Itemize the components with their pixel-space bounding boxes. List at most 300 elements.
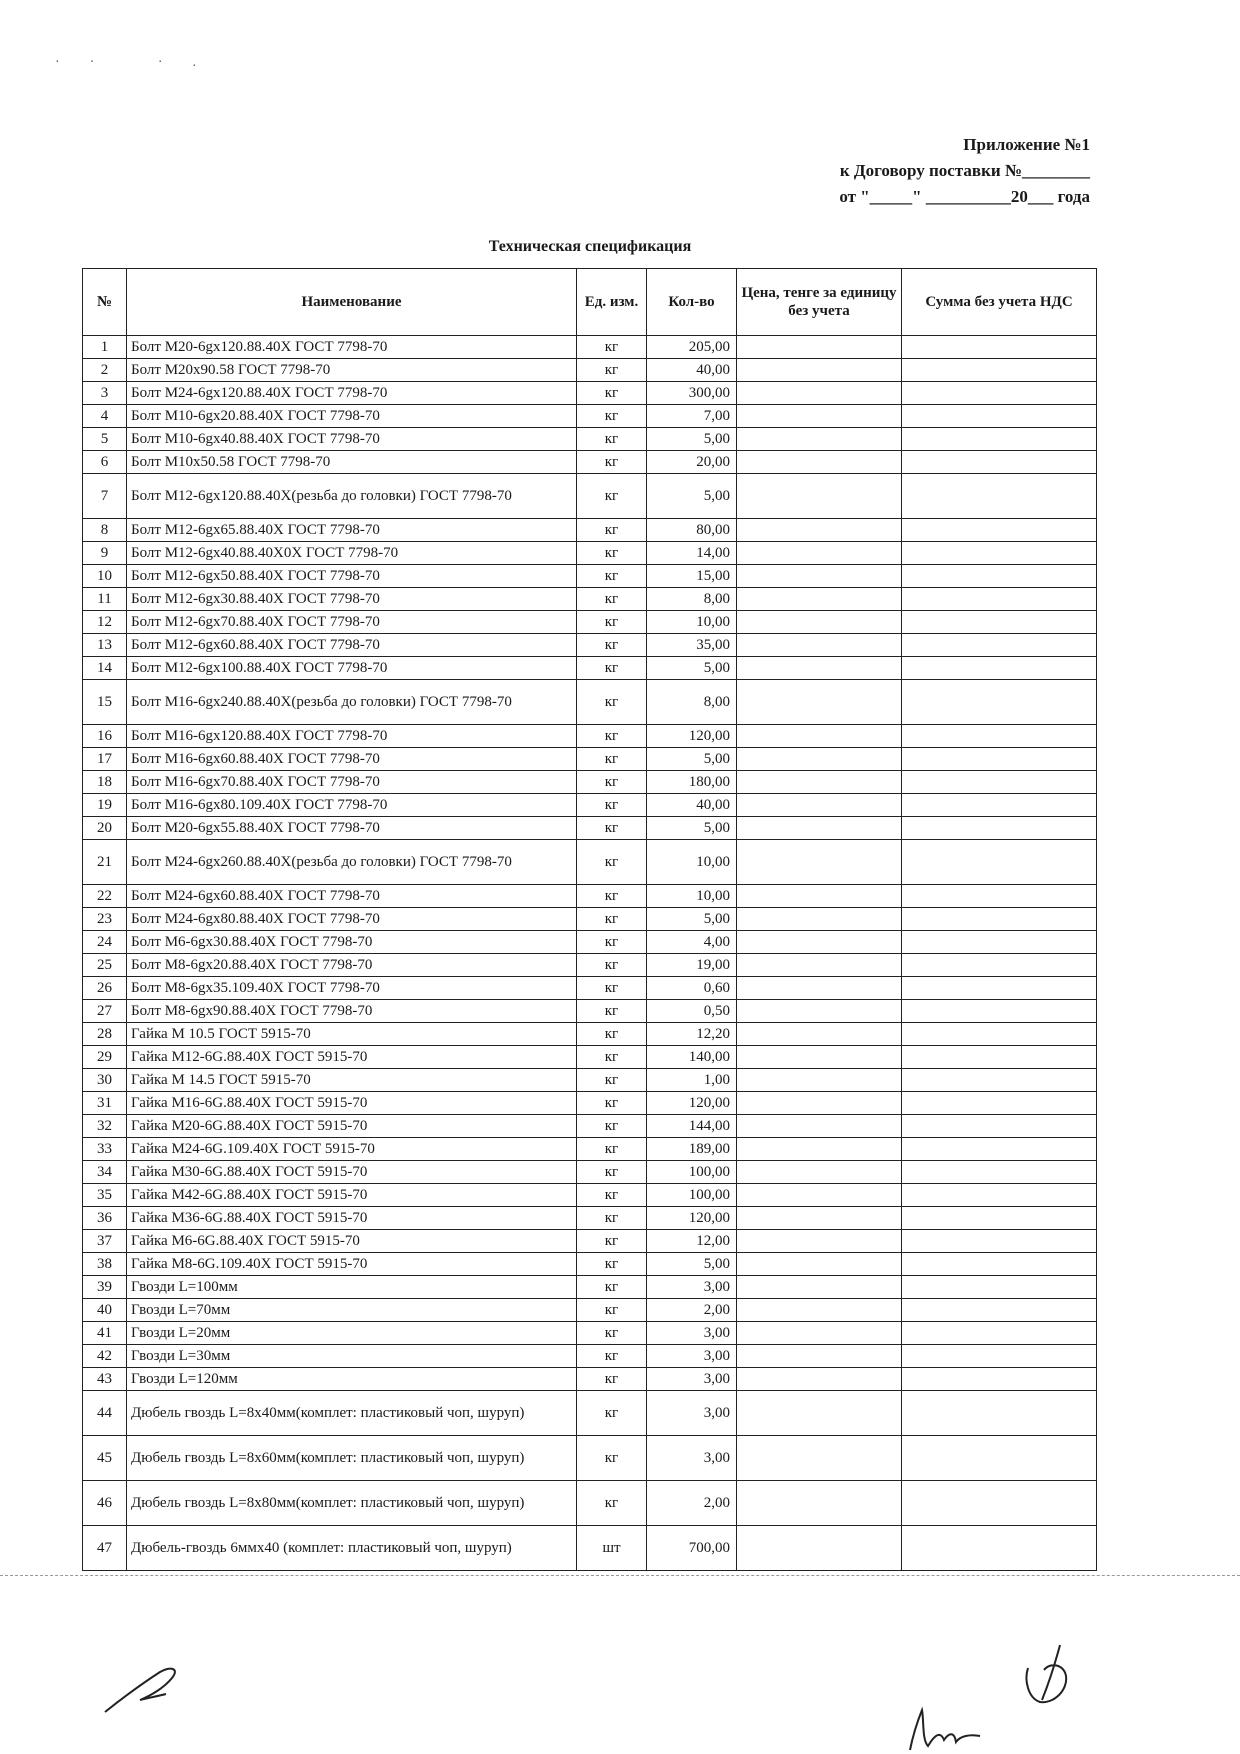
row-name: Болт М12-6gх30.88.40Х ГОСТ 7798-70 <box>127 588 577 611</box>
row-unit: кг <box>577 817 647 840</box>
row-unit: кг <box>577 565 647 588</box>
row-unit: кг <box>577 1391 647 1436</box>
header-sum: Сумма без учета НДС <box>902 269 1097 336</box>
row-unit: кг <box>577 680 647 725</box>
row-unit: кг <box>577 771 647 794</box>
row-qty: 1,00 <box>647 1069 737 1092</box>
row-qty: 3,00 <box>647 1345 737 1368</box>
contract-date: от "_____" __________20___ года <box>839 187 1090 206</box>
row-price <box>737 1276 902 1299</box>
table-row <box>83 519 1097 542</box>
row-num: 2 <box>83 359 127 382</box>
row-unit: кг <box>577 1000 647 1023</box>
row-qty: 3,00 <box>647 1391 737 1436</box>
row-price <box>737 1391 902 1436</box>
row-qty: 5,00 <box>647 428 737 451</box>
row-price <box>737 359 902 382</box>
table-row <box>83 657 1097 680</box>
row-name: Гайка М 10.5 ГОСТ 5915-70 <box>127 1023 577 1046</box>
row-num: 1 <box>83 336 127 359</box>
row-num: 46 <box>83 1481 127 1526</box>
row-name: Гвозди L=100мм <box>127 1276 577 1299</box>
row-num: 5 <box>83 428 127 451</box>
table-row <box>83 771 1097 794</box>
row-price <box>737 748 902 771</box>
row-sum <box>902 908 1097 931</box>
row-num: 15 <box>83 680 127 725</box>
row-num: 9 <box>83 542 127 565</box>
row-name: Болт М8-6gх20.88.40Х ГОСТ 7798-70 <box>127 954 577 977</box>
row-sum <box>902 771 1097 794</box>
row-sum <box>902 1000 1097 1023</box>
signature-right <box>900 1700 990 1754</box>
table-row <box>83 588 1097 611</box>
table-row <box>83 885 1097 908</box>
row-sum <box>902 1046 1097 1069</box>
row-sum <box>902 748 1097 771</box>
row-price <box>737 954 902 977</box>
row-unit: кг <box>577 1299 647 1322</box>
row-unit: кг <box>577 657 647 680</box>
row-unit: кг <box>577 519 647 542</box>
row-num: 12 <box>83 611 127 634</box>
table-row <box>83 611 1097 634</box>
table-row <box>83 565 1097 588</box>
row-sum <box>902 542 1097 565</box>
row-price <box>737 1299 902 1322</box>
row-sum <box>902 1161 1097 1184</box>
row-num: 44 <box>83 1391 127 1436</box>
row-qty: 144,00 <box>647 1115 737 1138</box>
row-price <box>737 680 902 725</box>
row-qty: 120,00 <box>647 725 737 748</box>
row-name: Гвозди L=30мм <box>127 1345 577 1368</box>
header-qty: Кол-во <box>647 269 737 336</box>
row-num: 28 <box>83 1023 127 1046</box>
row-price <box>737 405 902 428</box>
row-sum <box>902 611 1097 634</box>
row-sum <box>902 1230 1097 1253</box>
row-qty: 0,60 <box>647 977 737 1000</box>
table-row <box>83 977 1097 1000</box>
row-unit: кг <box>577 931 647 954</box>
row-sum <box>902 519 1097 542</box>
row-name: Гайка М20-6G.88.40Х ГОСТ 5915-70 <box>127 1115 577 1138</box>
row-qty: 35,00 <box>647 634 737 657</box>
table-row <box>83 1276 1097 1299</box>
row-unit: кг <box>577 1069 647 1092</box>
annex-header <box>839 132 1090 210</box>
row-num: 40 <box>83 1299 127 1322</box>
row-sum <box>902 428 1097 451</box>
table-row <box>83 1253 1097 1276</box>
row-sum <box>902 885 1097 908</box>
row-name: Болт М12-6gх60.88.40Х ГОСТ 7798-70 <box>127 634 577 657</box>
row-name: Гайка М12-6G.88.40Х ГОСТ 5915-70 <box>127 1046 577 1069</box>
row-name: Болт М16-6gх70.88.40Х ГОСТ 7798-70 <box>127 771 577 794</box>
row-num: 18 <box>83 771 127 794</box>
annex-number: Приложение №1 <box>963 135 1090 154</box>
row-unit: кг <box>577 1253 647 1276</box>
table-row <box>83 817 1097 840</box>
row-name: Гайка М36-6G.88.40Х ГОСТ 5915-70 <box>127 1207 577 1230</box>
row-sum <box>902 657 1097 680</box>
table-row <box>83 634 1097 657</box>
table-row <box>83 1391 1097 1436</box>
row-qty: 20,00 <box>647 451 737 474</box>
row-num: 25 <box>83 954 127 977</box>
row-price <box>737 428 902 451</box>
row-num: 45 <box>83 1436 127 1481</box>
row-num: 30 <box>83 1069 127 1092</box>
row-qty: 100,00 <box>647 1184 737 1207</box>
row-unit: кг <box>577 634 647 657</box>
row-num: 4 <box>83 405 127 428</box>
row-name: Гайка М30-6G.88.40Х ГОСТ 5915-70 <box>127 1161 577 1184</box>
row-sum <box>902 977 1097 1000</box>
row-qty: 120,00 <box>647 1092 737 1115</box>
row-unit: кг <box>577 1115 647 1138</box>
row-qty: 5,00 <box>647 657 737 680</box>
row-name: Болт М12-6gх70.88.40Х ГОСТ 7798-70 <box>127 611 577 634</box>
row-unit: кг <box>577 611 647 634</box>
table-row <box>83 1138 1097 1161</box>
row-price <box>737 1092 902 1115</box>
row-qty: 2,00 <box>647 1299 737 1322</box>
row-num: 16 <box>83 725 127 748</box>
row-sum <box>902 382 1097 405</box>
initials-mark <box>1020 1640 1080 1710</box>
row-sum <box>902 1345 1097 1368</box>
row-unit: кг <box>577 1276 647 1299</box>
row-num: 23 <box>83 908 127 931</box>
row-sum <box>902 1436 1097 1481</box>
row-name: Болт М12-6gх50.88.40Х ГОСТ 7798-70 <box>127 565 577 588</box>
row-name: Болт М6-6gх30.88.40Х ГОСТ 7798-70 <box>127 931 577 954</box>
row-num: 35 <box>83 1184 127 1207</box>
row-sum <box>902 817 1097 840</box>
row-qty: 5,00 <box>647 908 737 931</box>
row-price <box>737 382 902 405</box>
row-name: Дюбель гвоздь L=8х80мм(комплет: пластиковый чоп, шуруп) <box>127 1481 577 1526</box>
row-unit: кг <box>577 1092 647 1115</box>
row-unit: кг <box>577 1368 647 1391</box>
row-price <box>737 977 902 1000</box>
table-row <box>83 748 1097 771</box>
row-name: Болт М10-6gх40.88.40Х ГОСТ 7798-70 <box>127 428 577 451</box>
row-price <box>737 565 902 588</box>
row-qty: 140,00 <box>647 1046 737 1069</box>
row-unit: кг <box>577 725 647 748</box>
row-unit: кг <box>577 1345 647 1368</box>
row-price <box>737 1230 902 1253</box>
row-sum <box>902 565 1097 588</box>
row-unit: кг <box>577 1230 647 1253</box>
row-name: Гайка М24-6G.109.40Х ГОСТ 5915-70 <box>127 1138 577 1161</box>
row-unit: кг <box>577 1207 647 1230</box>
row-num: 8 <box>83 519 127 542</box>
row-qty: 180,00 <box>647 771 737 794</box>
row-unit: кг <box>577 1023 647 1046</box>
row-name: Болт М24-6gх60.88.40Х ГОСТ 7798-70 <box>127 885 577 908</box>
row-unit: кг <box>577 405 647 428</box>
row-qty: 10,00 <box>647 840 737 885</box>
row-price <box>737 611 902 634</box>
row-sum <box>902 1069 1097 1092</box>
table-row <box>83 1115 1097 1138</box>
row-name: Болт М16-6gх60.88.40Х ГОСТ 7798-70 <box>127 748 577 771</box>
row-sum <box>902 931 1097 954</box>
row-unit: кг <box>577 840 647 885</box>
row-unit: кг <box>577 977 647 1000</box>
row-price <box>737 588 902 611</box>
row-sum <box>902 451 1097 474</box>
header-price: Цена, тенге за единицу без учета <box>737 269 902 336</box>
row-unit: кг <box>577 1481 647 1526</box>
row-qty: 700,00 <box>647 1526 737 1571</box>
row-price <box>737 1436 902 1481</box>
table-row <box>83 1184 1097 1207</box>
row-price <box>737 794 902 817</box>
row-sum <box>902 1092 1097 1115</box>
row-unit: кг <box>577 1436 647 1481</box>
row-num: 22 <box>83 885 127 908</box>
table-row <box>83 1436 1097 1481</box>
document-title: Техническая спецификация <box>488 238 692 255</box>
row-num: 6 <box>83 451 127 474</box>
table-row <box>83 474 1097 519</box>
row-name: Болт М10х50.58 ГОСТ 7798-70 <box>127 451 577 474</box>
row-num: 17 <box>83 748 127 771</box>
row-unit: кг <box>577 474 647 519</box>
row-num: 7 <box>83 474 127 519</box>
row-price <box>737 474 902 519</box>
row-qty: 40,00 <box>647 794 737 817</box>
row-num: 26 <box>83 977 127 1000</box>
row-price <box>737 634 902 657</box>
row-num: 36 <box>83 1207 127 1230</box>
row-qty: 300,00 <box>647 382 737 405</box>
row-sum <box>902 794 1097 817</box>
row-num: 21 <box>83 840 127 885</box>
row-name: Болт М20-6gх55.88.40Х ГОСТ 7798-70 <box>127 817 577 840</box>
table-header-row <box>83 269 1097 336</box>
row-price <box>737 657 902 680</box>
table-row <box>83 1322 1097 1345</box>
row-price <box>737 1069 902 1092</box>
row-sum <box>902 1368 1097 1391</box>
row-num: 29 <box>83 1046 127 1069</box>
row-num: 31 <box>83 1092 127 1115</box>
table-row <box>83 1481 1097 1526</box>
row-sum <box>902 634 1097 657</box>
row-sum <box>902 1253 1097 1276</box>
row-name: Болт М12-6gх40.88.40Х0Х ГОСТ 7798-70 <box>127 542 577 565</box>
row-price <box>737 771 902 794</box>
row-unit: кг <box>577 542 647 565</box>
row-num: 27 <box>83 1000 127 1023</box>
row-unit: кг <box>577 748 647 771</box>
row-price <box>737 1253 902 1276</box>
row-qty: 12,00 <box>647 1230 737 1253</box>
row-name: Болт М8-6gх35.109.40Х ГОСТ 7798-70 <box>127 977 577 1000</box>
row-price <box>737 817 902 840</box>
row-price <box>737 542 902 565</box>
row-num: 43 <box>83 1368 127 1391</box>
row-price <box>737 1207 902 1230</box>
table-row <box>83 1207 1097 1230</box>
table-row <box>83 1161 1097 1184</box>
row-price <box>737 885 902 908</box>
header-unit: Ед. изм. <box>577 269 647 336</box>
row-qty: 5,00 <box>647 1253 737 1276</box>
row-name: Болт М24-6gх120.88.40Х ГОСТ 7798-70 <box>127 382 577 405</box>
row-price <box>737 1368 902 1391</box>
table-row <box>83 840 1097 885</box>
scan-specks: ·· ·. <box>55 55 226 70</box>
row-price <box>737 1046 902 1069</box>
table-row <box>83 428 1097 451</box>
row-price <box>737 1481 902 1526</box>
table-row <box>83 794 1097 817</box>
row-name: Болт М20х90.58 ГОСТ 7798-70 <box>127 359 577 382</box>
row-unit: кг <box>577 885 647 908</box>
row-name: Болт М20-6gх120.88.40Х ГОСТ 7798-70 <box>127 336 577 359</box>
signature-left <box>100 1660 190 1720</box>
table-row <box>83 1092 1097 1115</box>
row-unit: кг <box>577 908 647 931</box>
row-sum <box>902 405 1097 428</box>
row-unit: кг <box>577 336 647 359</box>
row-qty: 15,00 <box>647 565 737 588</box>
table-row <box>83 405 1097 428</box>
table-row <box>83 1069 1097 1092</box>
row-price <box>737 908 902 931</box>
row-qty: 14,00 <box>647 542 737 565</box>
row-name: Болт М24-6gх260.88.40Х(резьба до головки) ГОСТ 7798-70 <box>127 840 577 885</box>
row-qty: 189,00 <box>647 1138 737 1161</box>
row-name: Дюбель гвоздь L=8х60мм(комплет: пластиковый чоп, шуруп) <box>127 1436 577 1481</box>
row-name: Болт М16-6gх120.88.40Х ГОСТ 7798-70 <box>127 725 577 748</box>
row-qty: 120,00 <box>647 1207 737 1230</box>
row-qty: 8,00 <box>647 588 737 611</box>
row-unit: кг <box>577 1161 647 1184</box>
row-num: 10 <box>83 565 127 588</box>
header-num: № <box>83 269 127 336</box>
row-price <box>737 931 902 954</box>
row-qty: 10,00 <box>647 611 737 634</box>
row-qty: 4,00 <box>647 931 737 954</box>
row-num: 11 <box>83 588 127 611</box>
header-name: Наименование <box>127 269 577 336</box>
table-row <box>83 908 1097 931</box>
row-sum <box>902 725 1097 748</box>
row-qty: 5,00 <box>647 474 737 519</box>
row-qty: 100,00 <box>647 1161 737 1184</box>
row-price <box>737 1115 902 1138</box>
row-sum <box>902 1526 1097 1571</box>
row-name: Гайка М8-6G.109.40Х ГОСТ 5915-70 <box>127 1253 577 1276</box>
row-price <box>737 1138 902 1161</box>
row-sum <box>902 1276 1097 1299</box>
row-num: 20 <box>83 817 127 840</box>
row-unit: кг <box>577 954 647 977</box>
row-sum <box>902 680 1097 725</box>
row-sum <box>902 1481 1097 1526</box>
row-name: Гайка М 14.5 ГОСТ 5915-70 <box>127 1069 577 1092</box>
row-sum <box>902 474 1097 519</box>
row-name: Болт М8-6gх90.88.40Х ГОСТ 7798-70 <box>127 1000 577 1023</box>
row-price <box>737 451 902 474</box>
row-price <box>737 1161 902 1184</box>
row-unit: кг <box>577 428 647 451</box>
row-name: Болт М24-6gх80.88.40Х ГОСТ 7798-70 <box>127 908 577 931</box>
row-name: Гайка М42-6G.88.40Х ГОСТ 5915-70 <box>127 1184 577 1207</box>
row-name: Гайка М6-6G.88.40Х ГОСТ 5915-70 <box>127 1230 577 1253</box>
row-qty: 40,00 <box>647 359 737 382</box>
row-qty: 7,00 <box>647 405 737 428</box>
row-sum <box>902 1391 1097 1436</box>
scan-fold-line <box>0 1575 1240 1576</box>
table-row <box>83 1299 1097 1322</box>
row-unit: кг <box>577 451 647 474</box>
row-sum <box>902 1322 1097 1345</box>
row-num: 13 <box>83 634 127 657</box>
row-num: 3 <box>83 382 127 405</box>
row-name: Дюбель-гвоздь 6ммх40 (комплет: пластиковый чоп, шуруп) <box>127 1526 577 1571</box>
row-sum <box>902 1115 1097 1138</box>
table-row <box>83 336 1097 359</box>
row-sum <box>902 1299 1097 1322</box>
row-sum <box>902 1207 1097 1230</box>
row-price <box>737 336 902 359</box>
row-name: Гайка М16-6G.88.40Х ГОСТ 5915-70 <box>127 1092 577 1115</box>
row-sum <box>902 336 1097 359</box>
row-num: 32 <box>83 1115 127 1138</box>
row-name: Гвозди L=20мм <box>127 1322 577 1345</box>
row-unit: кг <box>577 1138 647 1161</box>
row-num: 34 <box>83 1161 127 1184</box>
row-qty: 2,00 <box>647 1481 737 1526</box>
row-num: 14 <box>83 657 127 680</box>
row-qty: 0,50 <box>647 1000 737 1023</box>
row-num: 37 <box>83 1230 127 1253</box>
row-sum <box>902 1184 1097 1207</box>
row-sum <box>902 359 1097 382</box>
table-row <box>83 680 1097 725</box>
row-unit: кг <box>577 359 647 382</box>
row-qty: 5,00 <box>647 817 737 840</box>
row-price <box>737 1023 902 1046</box>
row-qty: 10,00 <box>647 885 737 908</box>
table-row <box>83 725 1097 748</box>
row-unit: шт <box>577 1526 647 1571</box>
row-price <box>737 1322 902 1345</box>
row-sum <box>902 1138 1097 1161</box>
row-num: 38 <box>83 1253 127 1276</box>
table-row <box>83 1368 1097 1391</box>
row-name: Болт М12-6gх65.88.40Х ГОСТ 7798-70 <box>127 519 577 542</box>
row-sum <box>902 1023 1097 1046</box>
row-num: 39 <box>83 1276 127 1299</box>
row-unit: кг <box>577 382 647 405</box>
row-unit: кг <box>577 1184 647 1207</box>
row-name: Гвозди L=70мм <box>127 1299 577 1322</box>
row-num: 19 <box>83 794 127 817</box>
row-price <box>737 840 902 885</box>
row-unit: кг <box>577 588 647 611</box>
table-row <box>83 1023 1097 1046</box>
